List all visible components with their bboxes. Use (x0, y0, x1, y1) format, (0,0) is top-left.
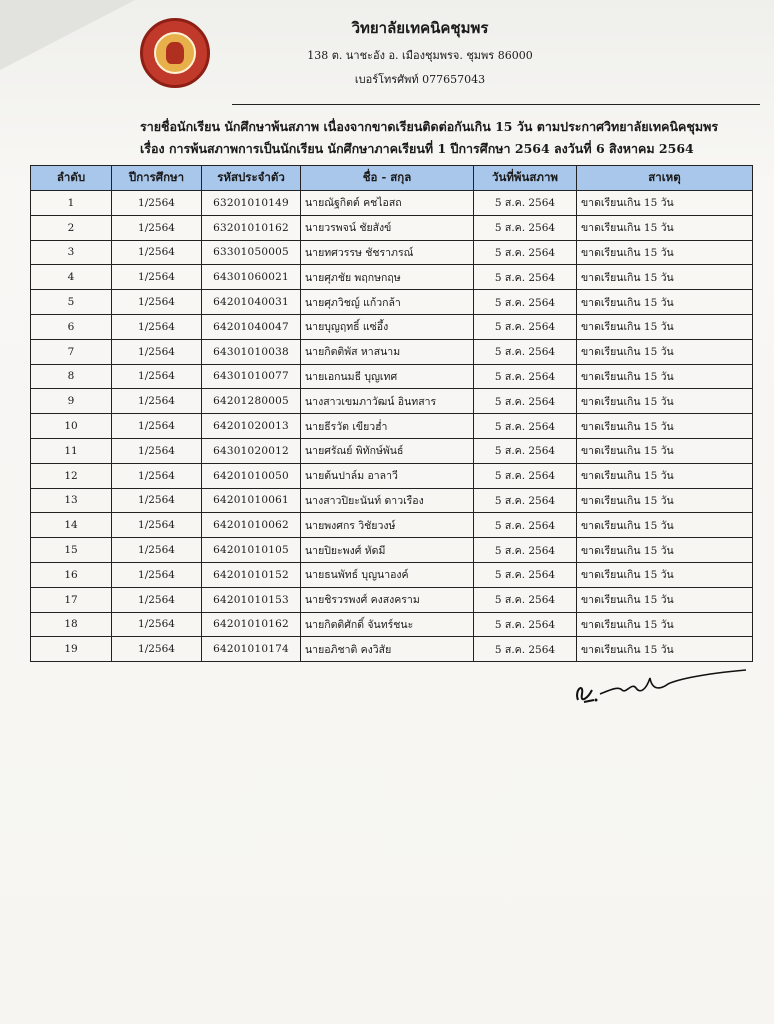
row-student-name: นายต้นปาล์ม อาลาวี (301, 463, 474, 488)
college-phone: เบอร์โทรศัพท์ 077657043 (354, 73, 486, 86)
row-academic-year: 1/2564 (112, 314, 202, 339)
table-row (31, 290, 753, 315)
row-reason: ขาดเรียนเกิน 15 วัน (577, 562, 753, 587)
row-reason: ขาดเรียนเกิน 15 วัน (577, 587, 753, 612)
row-student-id: 63201010162 (202, 215, 301, 240)
table-body (31, 191, 753, 662)
row-number: 17 (31, 587, 112, 612)
row-reason: ขาดเรียนเกิน 15 วัน (577, 414, 753, 439)
row-academic-year: 1/2564 (112, 587, 202, 612)
table-row (31, 438, 753, 463)
table-row (31, 463, 753, 488)
row-academic-year: 1/2564 (112, 562, 202, 587)
row-number: 9 (31, 389, 112, 414)
row-student-name: นายอภิชาติ คงวิสัย (301, 637, 474, 662)
row-student-name: นายบุญฤทธิ์ แซ่อึ้ง (301, 314, 474, 339)
row-student-id: 64201010153 (202, 587, 301, 612)
row-academic-year: 1/2564 (112, 215, 202, 240)
table-row (31, 265, 753, 290)
row-student-id: 64201010105 (202, 538, 301, 563)
row-number: 6 (31, 314, 112, 339)
row-reason: ขาดเรียนเกิน 15 วัน (577, 637, 753, 662)
row-withdrawal-date: 5 ส.ค. 2564 (474, 488, 577, 513)
row-number: 16 (31, 562, 112, 587)
row-student-name: นายศรัณย์ พิทักษ์พันธ์ (301, 438, 474, 463)
seal-inner-ring (154, 32, 196, 74)
row-number: 11 (31, 438, 112, 463)
row-number: 13 (31, 488, 112, 513)
row-withdrawal-date: 5 ส.ค. 2564 (474, 612, 577, 637)
page-corner-fold (0, 0, 135, 70)
handwritten-signature-icon (570, 660, 750, 710)
row-withdrawal-date: 5 ส.ค. 2564 (474, 414, 577, 439)
row-academic-year: 1/2564 (112, 513, 202, 538)
row-reason: ขาดเรียนเกิน 15 วัน (577, 240, 753, 265)
row-number: 5 (31, 290, 112, 315)
table-row (31, 414, 753, 439)
row-withdrawal-date: 5 ส.ค. 2564 (474, 538, 577, 563)
row-academic-year: 1/2564 (112, 414, 202, 439)
row-reason: ขาดเรียนเกิน 15 วัน (577, 488, 753, 513)
seal-emblem (166, 42, 184, 64)
table-row (31, 612, 753, 637)
row-reason: ขาดเรียนเกิน 15 วัน (577, 463, 753, 488)
row-student-id: 64201010061 (202, 488, 301, 513)
row-student-name: นายวรพจน์ ชัยสังข์ (301, 215, 474, 240)
document-title: รายชื่อนักเรียน นักศึกษาพ้นสภาพ เนื่องจากขาดเรียนติดต่อกันเกิน 15 วัน ตามประกาศวิทยาลัยเทคนิคชุมพร (140, 119, 719, 134)
row-academic-year: 1/2564 (112, 191, 202, 216)
table-row (31, 215, 753, 240)
letterhead (250, 16, 590, 86)
table-row (31, 389, 753, 414)
row-academic-year: 1/2564 (112, 612, 202, 637)
row-number: 12 (31, 463, 112, 488)
row-withdrawal-date: 5 ส.ค. 2564 (474, 513, 577, 538)
row-student-id: 64201010174 (202, 637, 301, 662)
row-academic-year: 1/2564 (112, 438, 202, 463)
row-student-id: 64201010062 (202, 513, 301, 538)
row-student-name: นายธนพัทธ์ บุญนาองค์ (301, 562, 474, 587)
row-academic-year: 1/2564 (112, 389, 202, 414)
college-seal-icon (140, 18, 210, 88)
row-student-name: นายศุภวิชญ์ แก้วกล้า (301, 290, 474, 315)
row-student-name: นายกิตติพัส หาสนาม (301, 339, 474, 364)
row-student-name: นายพงศกร วิชัยวงษ์ (301, 513, 474, 538)
row-number: 3 (31, 240, 112, 265)
table-row (31, 513, 753, 538)
row-student-id: 64201010050 (202, 463, 301, 488)
table-row (31, 587, 753, 612)
row-number: 15 (31, 538, 112, 563)
row-withdrawal-date: 5 ส.ค. 2564 (474, 339, 577, 364)
row-withdrawal-date: 5 ส.ค. 2564 (474, 240, 577, 265)
row-withdrawal-date: 5 ส.ค. 2564 (474, 215, 577, 240)
row-reason: ขาดเรียนเกิน 15 วัน (577, 438, 753, 463)
row-student-name: นายเอกนมธี บุญเทศ (301, 364, 474, 389)
row-student-id: 64301010077 (202, 364, 301, 389)
row-student-name: นายปิยะพงศ์ หัดมี (301, 538, 474, 563)
row-academic-year: 1/2564 (112, 240, 202, 265)
row-reason: ขาดเรียนเกิน 15 วัน (577, 215, 753, 240)
row-student-id: 64301010038 (202, 339, 301, 364)
table-row (31, 538, 753, 563)
col-header-student-id: รหัสประจำตัว (202, 166, 301, 191)
row-academic-year: 1/2564 (112, 538, 202, 563)
letterhead-divider (232, 104, 760, 105)
row-academic-year: 1/2564 (112, 463, 202, 488)
row-withdrawal-date: 5 ส.ค. 2564 (474, 191, 577, 216)
row-number: 4 (31, 265, 112, 290)
row-reason: ขาดเรียนเกิน 15 วัน (577, 265, 753, 290)
table-row (31, 240, 753, 265)
table-row (31, 364, 753, 389)
student-list-table (30, 165, 753, 662)
row-withdrawal-date: 5 ส.ค. 2564 (474, 265, 577, 290)
row-academic-year: 1/2564 (112, 339, 202, 364)
row-withdrawal-date: 5 ส.ค. 2564 (474, 438, 577, 463)
table-row (31, 488, 753, 513)
col-header-year: ปีการศึกษา (112, 166, 202, 191)
row-student-id: 63201010149 (202, 191, 301, 216)
row-student-name: นายชิรวรพงศ์ คงสงคราม (301, 587, 474, 612)
table-row (31, 339, 753, 364)
table-row (31, 314, 753, 339)
row-reason: ขาดเรียนเกิน 15 วัน (577, 389, 753, 414)
row-reason: ขาดเรียนเกิน 15 วัน (577, 314, 753, 339)
row-academic-year: 1/2564 (112, 290, 202, 315)
row-student-id: 64201280005 (202, 389, 301, 414)
row-student-id: 64201040031 (202, 290, 301, 315)
row-number: 10 (31, 414, 112, 439)
row-academic-year: 1/2564 (112, 488, 202, 513)
document-subject: เรื่อง การพ้นสภาพการเป็นนักเรียน นักศึกษาภาคเรียนที่ 1 ปีการศึกษา 2564 ลงวันที่ 6 สิงหาคม 2564 (140, 141, 694, 156)
row-student-id: 64201010152 (202, 562, 301, 587)
table-row (31, 191, 753, 216)
col-header-date: วันที่พ้นสภาพ (474, 166, 577, 191)
row-student-id: 64301020012 (202, 438, 301, 463)
row-reason: ขาดเรียนเกิน 15 วัน (577, 612, 753, 637)
row-withdrawal-date: 5 ส.ค. 2564 (474, 290, 577, 315)
row-number: 7 (31, 339, 112, 364)
row-academic-year: 1/2564 (112, 265, 202, 290)
col-header-reason: สาเหตุ (577, 166, 753, 191)
row-academic-year: 1/2564 (112, 637, 202, 662)
col-header-no: ลำดับ (31, 166, 112, 191)
row-withdrawal-date: 5 ส.ค. 2564 (474, 364, 577, 389)
row-academic-year: 1/2564 (112, 364, 202, 389)
col-header-name: ชื่อ - สกุล (301, 166, 474, 191)
row-student-name: นางสาวเขมภาวัฒน์ อินทสาร (301, 389, 474, 414)
row-withdrawal-date: 5 ส.ค. 2564 (474, 463, 577, 488)
row-student-name: นายธีรวัต เขียวฮ่ำ (301, 414, 474, 439)
row-withdrawal-date: 5 ส.ค. 2564 (474, 314, 577, 339)
row-withdrawal-date: 5 ส.ค. 2564 (474, 562, 577, 587)
college-name: วิทยาลัยเทคนิคชุมพร (351, 19, 489, 37)
row-withdrawal-date: 5 ส.ค. 2564 (474, 389, 577, 414)
row-student-id: 63301050005 (202, 240, 301, 265)
row-reason: ขาดเรียนเกิน 15 วัน (577, 513, 753, 538)
table-row (31, 562, 753, 587)
row-reason: ขาดเรียนเกิน 15 วัน (577, 538, 753, 563)
row-number: 18 (31, 612, 112, 637)
row-number: 8 (31, 364, 112, 389)
row-student-name: นายศุภชัย พฤกษกฤษ (301, 265, 474, 290)
row-reason: ขาดเรียนเกิน 15 วัน (577, 191, 753, 216)
row-student-id: 64301060021 (202, 265, 301, 290)
row-number: 19 (31, 637, 112, 662)
row-withdrawal-date: 5 ส.ค. 2564 (474, 637, 577, 662)
row-student-id: 64201040047 (202, 314, 301, 339)
row-reason: ขาดเรียนเกิน 15 วัน (577, 364, 753, 389)
row-student-id: 64201020013 (202, 414, 301, 439)
college-address: 138 ต. นาชะอัง อ. เมืองชุมพรจ. ชุมพร 86000 (307, 49, 533, 62)
table-row (31, 637, 753, 662)
row-student-id: 64201010162 (202, 612, 301, 637)
row-student-name: นางสาวปิยะนันท์ ดาวเรือง (301, 488, 474, 513)
table-header-row (31, 166, 753, 191)
row-number: 14 (31, 513, 112, 538)
row-withdrawal-date: 5 ส.ค. 2564 (474, 587, 577, 612)
row-number: 2 (31, 215, 112, 240)
row-student-name: นายทศวรรษ ชัชราภรณ์ (301, 240, 474, 265)
row-student-name: นายณัฐกิตต์ คชไอสถ (301, 191, 474, 216)
row-reason: ขาดเรียนเกิน 15 วัน (577, 339, 753, 364)
row-number: 1 (31, 191, 112, 216)
row-student-name: นายกิตติศักดิ์ จันทร์ชนะ (301, 612, 474, 637)
row-reason: ขาดเรียนเกิน 15 วัน (577, 290, 753, 315)
